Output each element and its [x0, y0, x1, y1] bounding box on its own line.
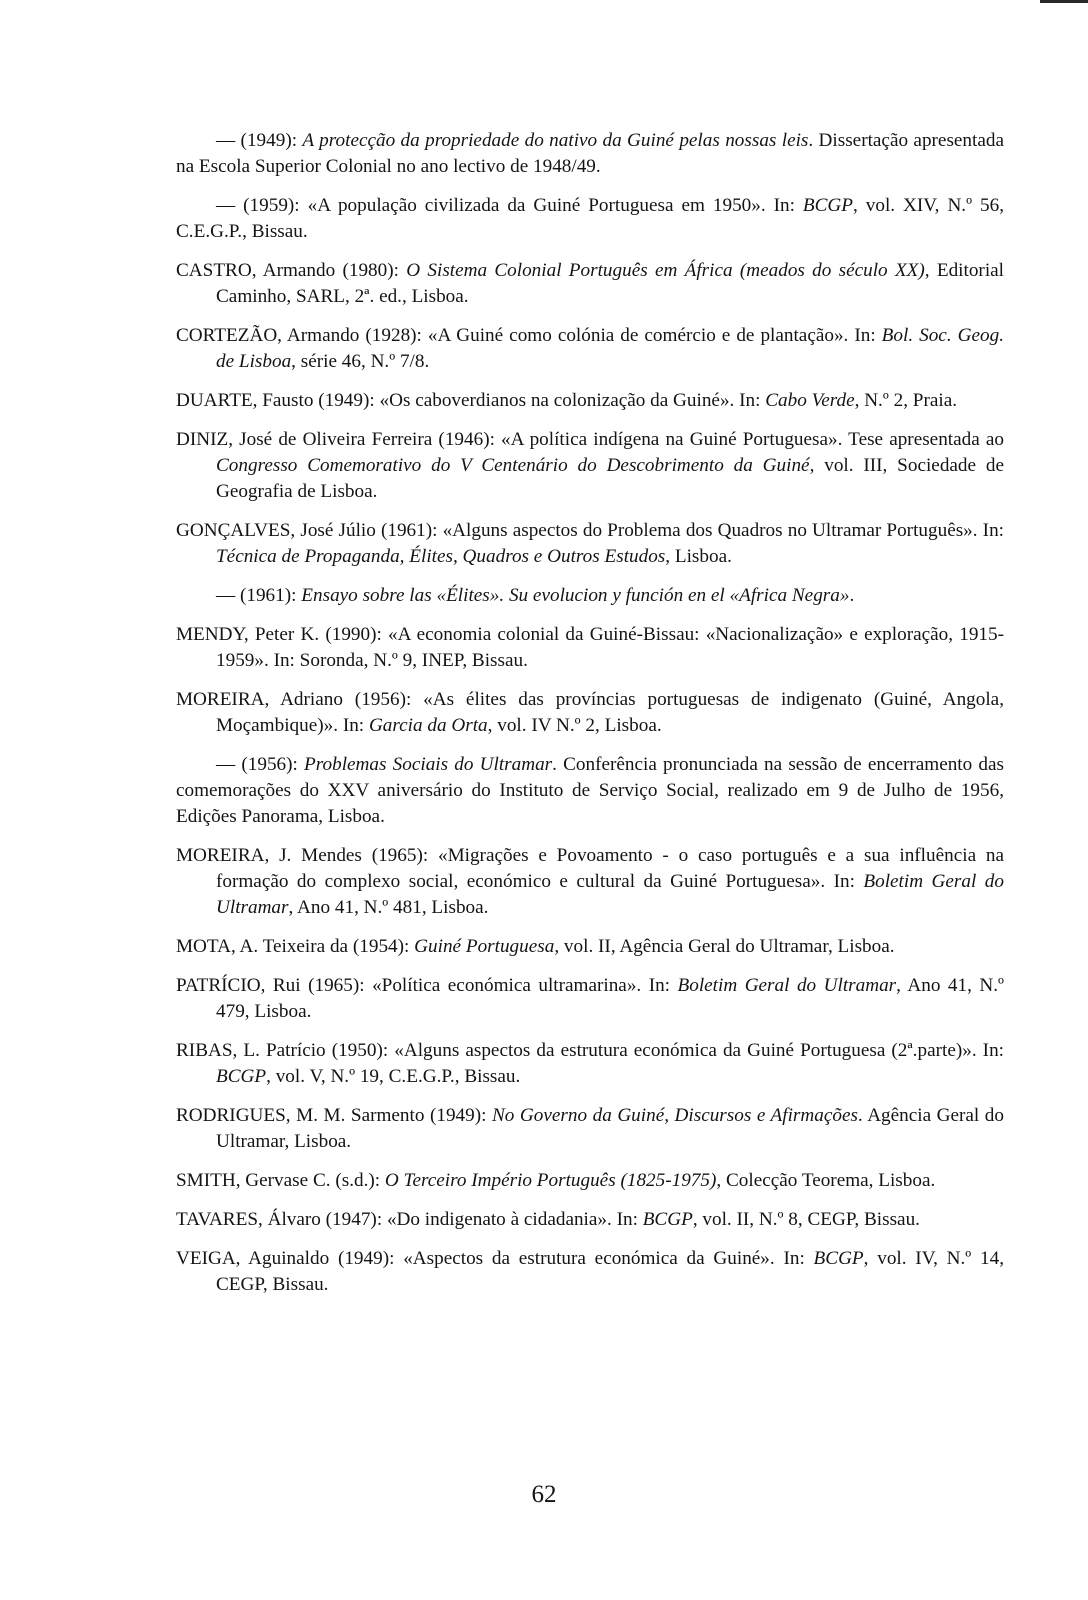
entry-title-italic: Bol. Soc. Geog. de Lisboa [216, 325, 1004, 372]
entry-text: MOREIRA, Adriano (1956): «As élites das províncias portuguesas de indigenato (Guiné, Angola, Moçambique)». In: [176, 689, 1004, 736]
entry-text: , vol. IV, N.º 14, CEGP, Bissau. [216, 1248, 1004, 1295]
entry-text: MOTA, A. Teixeira da (1954): [176, 936, 415, 957]
bibliography-entry [176, 622, 1004, 674]
entry-title-italic: BCGP [642, 1209, 693, 1230]
entry-title-italic: No Governo da Guiné, Discursos e Afirmações [492, 1105, 858, 1126]
entry-text: — (1949): [216, 130, 303, 151]
bibliography-entry [176, 388, 1004, 414]
entry-title-italic: Garcia da Orta [368, 715, 488, 736]
entry-title-italic: Boletim Geral do Ultramar [216, 871, 1004, 918]
bibliography-entry [176, 843, 1004, 921]
entry-text: — (1956): [216, 754, 305, 775]
entry-title-italic: Boletim Geral do Ultramar [677, 975, 897, 996]
entry-title-italic: O Sistema Colonial Português em África (meados do século XX) [406, 260, 925, 281]
entry-text: SMITH, Gervase C. (s.d.): [176, 1170, 385, 1191]
bibliography-entry [176, 1103, 1004, 1155]
entry-text: . [849, 585, 855, 606]
entry-text: DUARTE, Fausto (1949): «Os caboverdianos na colonização da Guiné». In: [176, 390, 766, 411]
entry-text: , vol. V, N.º 19, C.E.G.P., Bissau. [266, 1066, 521, 1087]
entry-text: , N.º 2, Praia. [854, 390, 958, 411]
bibliography-entry [176, 934, 1004, 960]
entry-title-italic: Guiné Portuguesa [414, 936, 555, 957]
entry-text: PATRÍCIO, Rui (1965): «Política económica ultramarina». In: [176, 975, 678, 996]
scan-edge-mark [1040, 0, 1088, 3]
entry-text: RODRIGUES, M. M. Sarmento (1949): [176, 1105, 492, 1126]
entry-title-italic: BCGP [216, 1066, 267, 1087]
bibliography-entry [176, 258, 1004, 310]
entry-text: , Ano 41, N.º 479, Lisboa. [216, 975, 1004, 1022]
entry-text: RIBAS, L. Patrício (1950): «Alguns aspectos da estrutura económica da Guiné Portuguesa (2ª.parte)». In: [176, 1040, 1004, 1061]
page-number: 62 [531, 1481, 557, 1508]
entry-text: , vol. III, Sociedade de Geografia de Lisboa. [216, 455, 1004, 502]
entry-text: CORTEZÃO, Armando (1928): «A Guiné como colónia de comércio e de plantação». In: [176, 325, 882, 346]
bibliography-entry-continuation [176, 128, 1004, 180]
entry-text: TAVARES, Álvaro (1947): «Do indigenato à cidadania». In: [176, 1209, 643, 1230]
entry-text: — (1959): «A população civilizada da Guiné Portuguesa em 1950». In: [216, 195, 803, 216]
bibliography-entry-continuation [176, 583, 1004, 609]
bibliography-entry [176, 1168, 1004, 1194]
entry-title-italic: Problemas Sociais do Ultramar [304, 754, 553, 775]
entry-text: , vol. II, N.º 8, CEGP, Bissau. [692, 1209, 920, 1230]
bibliography-entry [176, 1207, 1004, 1233]
entry-text: MOREIRA, J. Mendes (1965): «Migrações e Povoamento - o caso português e a sua influência na formação do complexo social, económico e cultural da Guiné Portuguesa». In: [176, 845, 1004, 892]
bibliography-page [176, 128, 1004, 1311]
entry-title-italic: Técnica de Propaganda, Élites, Quadros e Outros Estudos [216, 546, 666, 567]
entry-text: , série 46, N.º 7/8. [291, 351, 430, 372]
entry-text: . Dissertação apresentada na Escola Superior Colonial no ano lectivo de 1948/49. [176, 130, 1004, 177]
entry-title-italic: Cabo Verde [765, 390, 855, 411]
entry-text: VEIGA, Aguinaldo (1949): «Aspectos da estrutura económica da Guiné». In: [176, 1248, 814, 1269]
entry-text: GONÇALVES, José Júlio (1961): «Alguns aspectos do Problema dos Quadros no Ultramar Português». In: [176, 520, 1004, 541]
entry-title-italic: O Terceiro Império Português (1825-1975) [384, 1170, 717, 1191]
entry-title-italic: Ensayo sobre las «Élites». Su evolucion y función en el «Africa Negra» [301, 585, 850, 606]
entry-title-italic: BCGP [813, 1248, 864, 1269]
entry-title-italic: BCGP [802, 195, 854, 216]
entry-text: , Ano 41, N.º 481, Lisboa. [288, 897, 489, 918]
entry-text: . Conferência pronunciada na sessão de encerramento das comemorações do XXV aniversário do Instituto de Serviço Social, realizado em 9 de Julho de 1956, Edições Panorama, Lisboa. [176, 754, 1004, 827]
entry-text: , Lisboa. [665, 546, 732, 567]
bibliography-entry [176, 518, 1004, 570]
entry-text: CASTRO, Armando (1980): [176, 260, 407, 281]
bibliography-entry-continuation [176, 752, 1004, 830]
entry-title-italic: Congresso Comemorativo do V Centenário do Descobrimento da Guiné [216, 455, 810, 476]
bibliography-entry [176, 687, 1004, 739]
entry-text: , vol. IV N.º 2, Lisboa. [487, 715, 662, 736]
bibliography-entry [176, 323, 1004, 375]
entry-text: DINIZ, José de Oliveira Ferreira (1946): «A política indígena na Guiné Portuguesa». Tese apresentada ao [176, 429, 1004, 450]
entry-text: — (1961): [216, 585, 302, 606]
bibliography-entry [176, 427, 1004, 505]
entry-text: , vol. II, Agência Geral do Ultramar, Lisboa. [554, 936, 895, 957]
entry-text: MENDY, Peter K. (1990): «A economia colonial da Guiné-Bissau: «Nacionalização» e exploração, 1915-1959». In: Soronda, N.º 9, INEP, Bissau. [176, 624, 1004, 671]
entry-text: . Agência Geral do Ultramar, Lisboa. [216, 1105, 1004, 1152]
entry-title-italic: A protecção da propriedade do nativo da Guiné pelas nossas leis [302, 130, 809, 151]
bibliography-entry [176, 1246, 1004, 1298]
entry-text: , vol. XIV, N.º 56, C.E.G.P., Bissau. [176, 195, 1005, 242]
bibliography-entry-continuation [176, 193, 1004, 245]
entry-text: , Editorial Caminho, SARL, 2ª. ed., Lisboa. [216, 260, 1004, 307]
entry-text: , Colecção Teorema, Lisboa. [716, 1170, 936, 1191]
bibliography-entry [176, 973, 1004, 1025]
bibliography-entry [176, 1038, 1004, 1090]
